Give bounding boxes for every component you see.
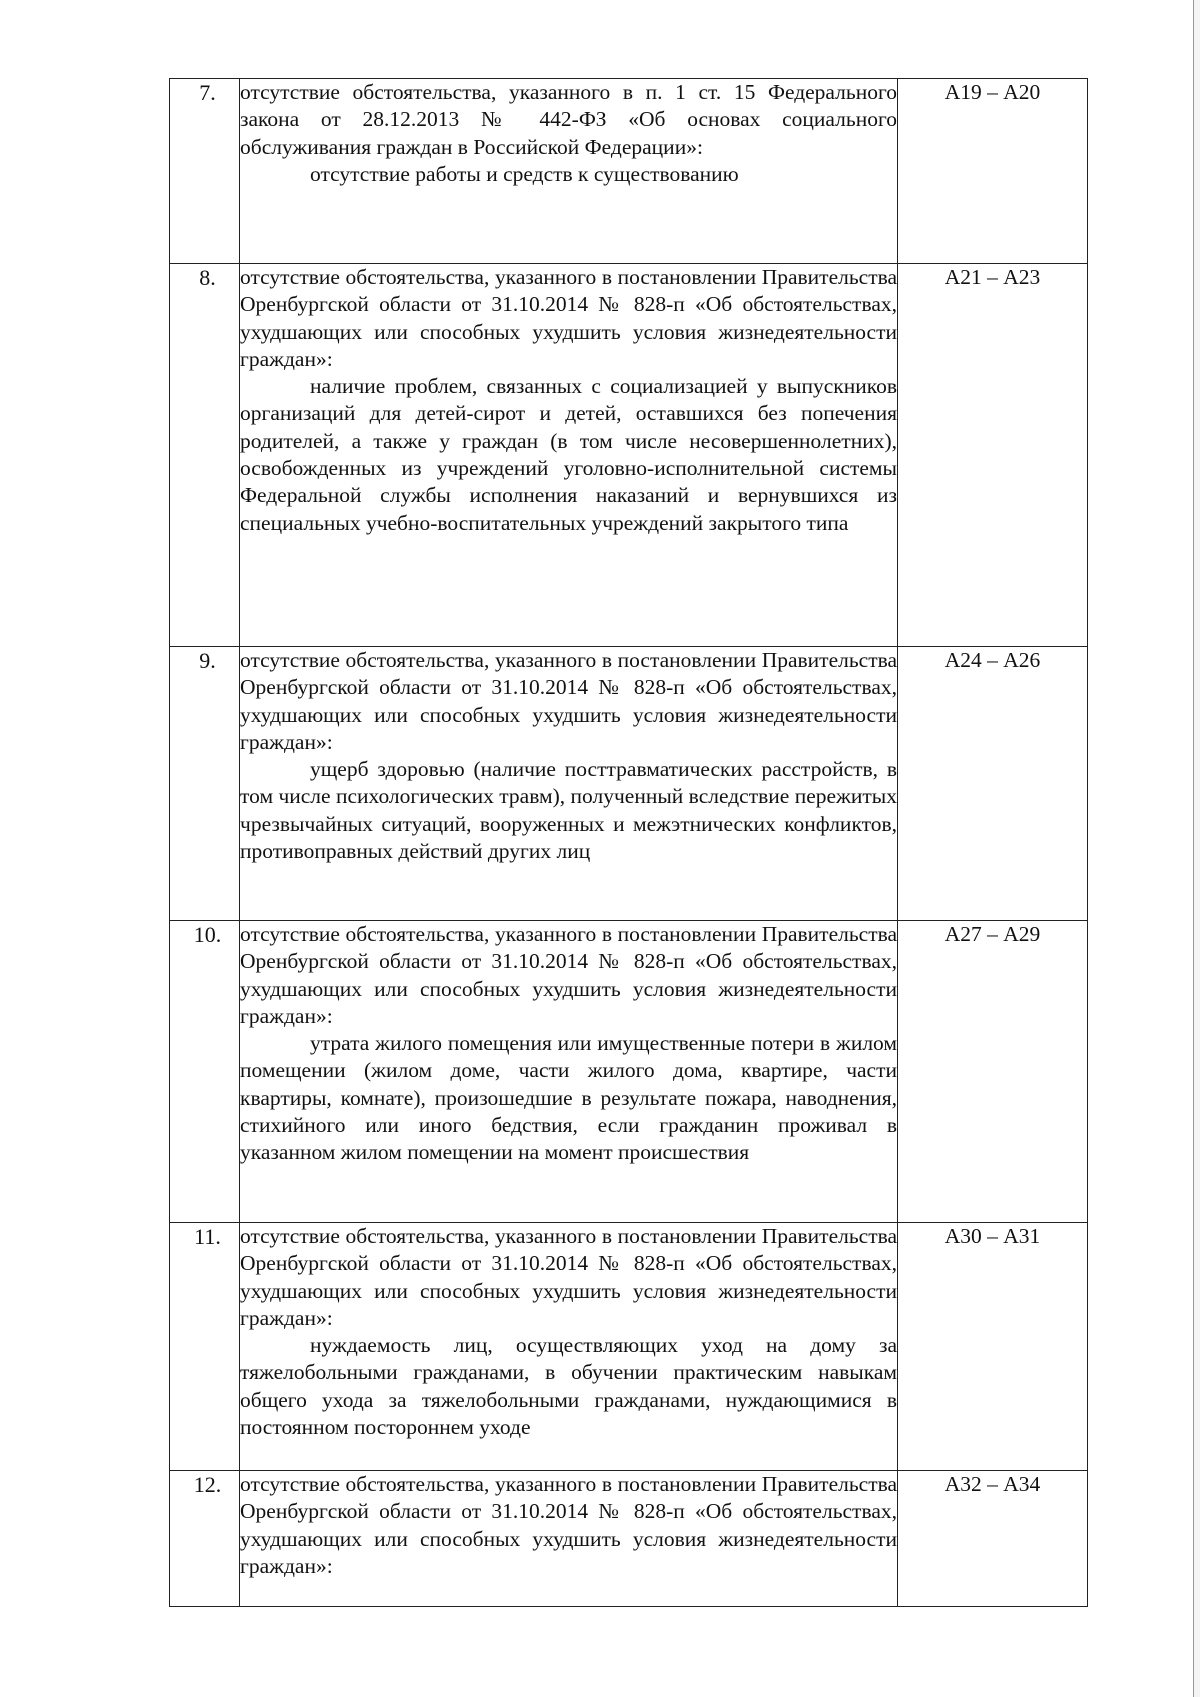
page-edge [1193, 0, 1200, 1697]
row-intro-text: отсутствие обстоятельства, указанного в постановлении Правительства Оренбургской области от 31.10.2014 № 828-п «Об обстоятельствах, ухудшающих или способных ухудшить условия жизнедеятельности граждан»: [240, 1224, 897, 1330]
row-number-cell [170, 647, 240, 921]
table-row [170, 921, 1088, 1223]
row-detail-text: отсутствие работы и средств к существованию [310, 161, 739, 186]
row-reference: А30 – А31 [898, 1223, 1088, 1471]
row-text-cell [240, 264, 898, 647]
row-number-cell [170, 1471, 240, 1607]
row-detail-text: ущерб здоровью (наличие посттравматических расстройств, в том числе психологических травм), полученный вследствие пережитых чрезвычайных ситуаций, вооруженных и межэтнических конфликтов, противоправных действий других лиц [240, 757, 897, 864]
row-text-cell [240, 1223, 898, 1471]
table-row [170, 1471, 1088, 1607]
criteria-table [169, 78, 1088, 1607]
row-number: 8. [199, 265, 216, 290]
row-number: 12. [193, 1472, 222, 1497]
row-intro-text: отсутствие обстоятельства, указанного в постановлении Правительства Оренбургской области от 31.10.2014 № 828-п «Об обстоятельствах, ухудшающих или способных ухудшить условия жизнедеятельности граждан»: [240, 1472, 897, 1578]
row-number-cell [170, 1223, 240, 1471]
row-intro-text: отсутствие обстоятельства, указанного в постановлении Правительства Оренбургской области от 31.10.2014 № 828-п «Об обстоятельствах, ухудшающих или способных ухудшить условия жизнедеятельности граждан»: [240, 265, 897, 371]
row-reference: А32 – А34 [898, 1471, 1088, 1607]
row-detail-text: наличие проблем, связанных с социализацией у выпускников организаций для детей-сирот и детей, оставшихся без попечения родителей, а также у граждан (в том числе несовершеннолетних), освобожденных из учреждений уголовно-исполнительной системы Федеральной службы исполнения наказаний и вернувшихся из специальных учебно-воспитательных учреждений закрытого типа [240, 374, 897, 535]
table-row [170, 647, 1088, 921]
row-detail-text: нуждаемость лиц, осуществляющих уход на дому за тяжелобольными гражданами, в обучении практическим навыкам общего ухода за тяжелобольными гражданами, нуждающимися в постоянном постороннем уходе [240, 1333, 897, 1440]
row-text-cell [240, 647, 898, 921]
row-detail-text: утрата жилого помещения или имущественные потери в жилом помещении (жилом доме, части жилого дома, квартире, части квартиры, комнате), произошедшие в результате пожара, наводнения, стихийного или иного бедствия, если гражданин проживал в указанном жилом помещении на момент происшествия [240, 1031, 897, 1165]
row-number: 11. [194, 1224, 221, 1249]
row-number-cell [170, 264, 240, 647]
row-intro-text: отсутствие обстоятельства, указанного в постановлении Правительства Оренбургской области от 31.10.2014 № 828-п «Об обстоятельствах, ухудшающих или способных ухудшить условия жизнедеятельности граждан»: [240, 648, 897, 754]
row-intro-text: отсутствие обстоятельства, указанного в п. 1 ст. 15 Федерального закона от 28.12.2013 № 442-ФЗ «Об основах социального обслуживания граждан в Российской Федерации»: [240, 80, 897, 159]
row-number: 9. [199, 648, 216, 673]
table-row [170, 79, 1088, 264]
row-number-cell [170, 79, 240, 264]
row-number: 10. [193, 922, 222, 947]
row-number-cell [170, 921, 240, 1223]
row-reference: А21 – А23 [898, 264, 1088, 647]
row-number: 7. [199, 80, 216, 105]
row-text-cell [240, 79, 898, 264]
row-reference: А19 – А20 [898, 79, 1088, 264]
row-text-cell [240, 1471, 898, 1607]
row-text-cell [240, 921, 898, 1223]
row-reference: А24 – А26 [898, 647, 1088, 921]
table-row [170, 264, 1088, 647]
table-row [170, 1223, 1088, 1471]
row-reference: А27 – А29 [898, 921, 1088, 1223]
row-intro-text: отсутствие обстоятельства, указанного в постановлении Правительства Оренбургской области от 31.10.2014 № 828-п «Об обстоятельствах, ухудшающих или способных ухудшить условия жизнедеятельности граждан»: [240, 922, 897, 1028]
